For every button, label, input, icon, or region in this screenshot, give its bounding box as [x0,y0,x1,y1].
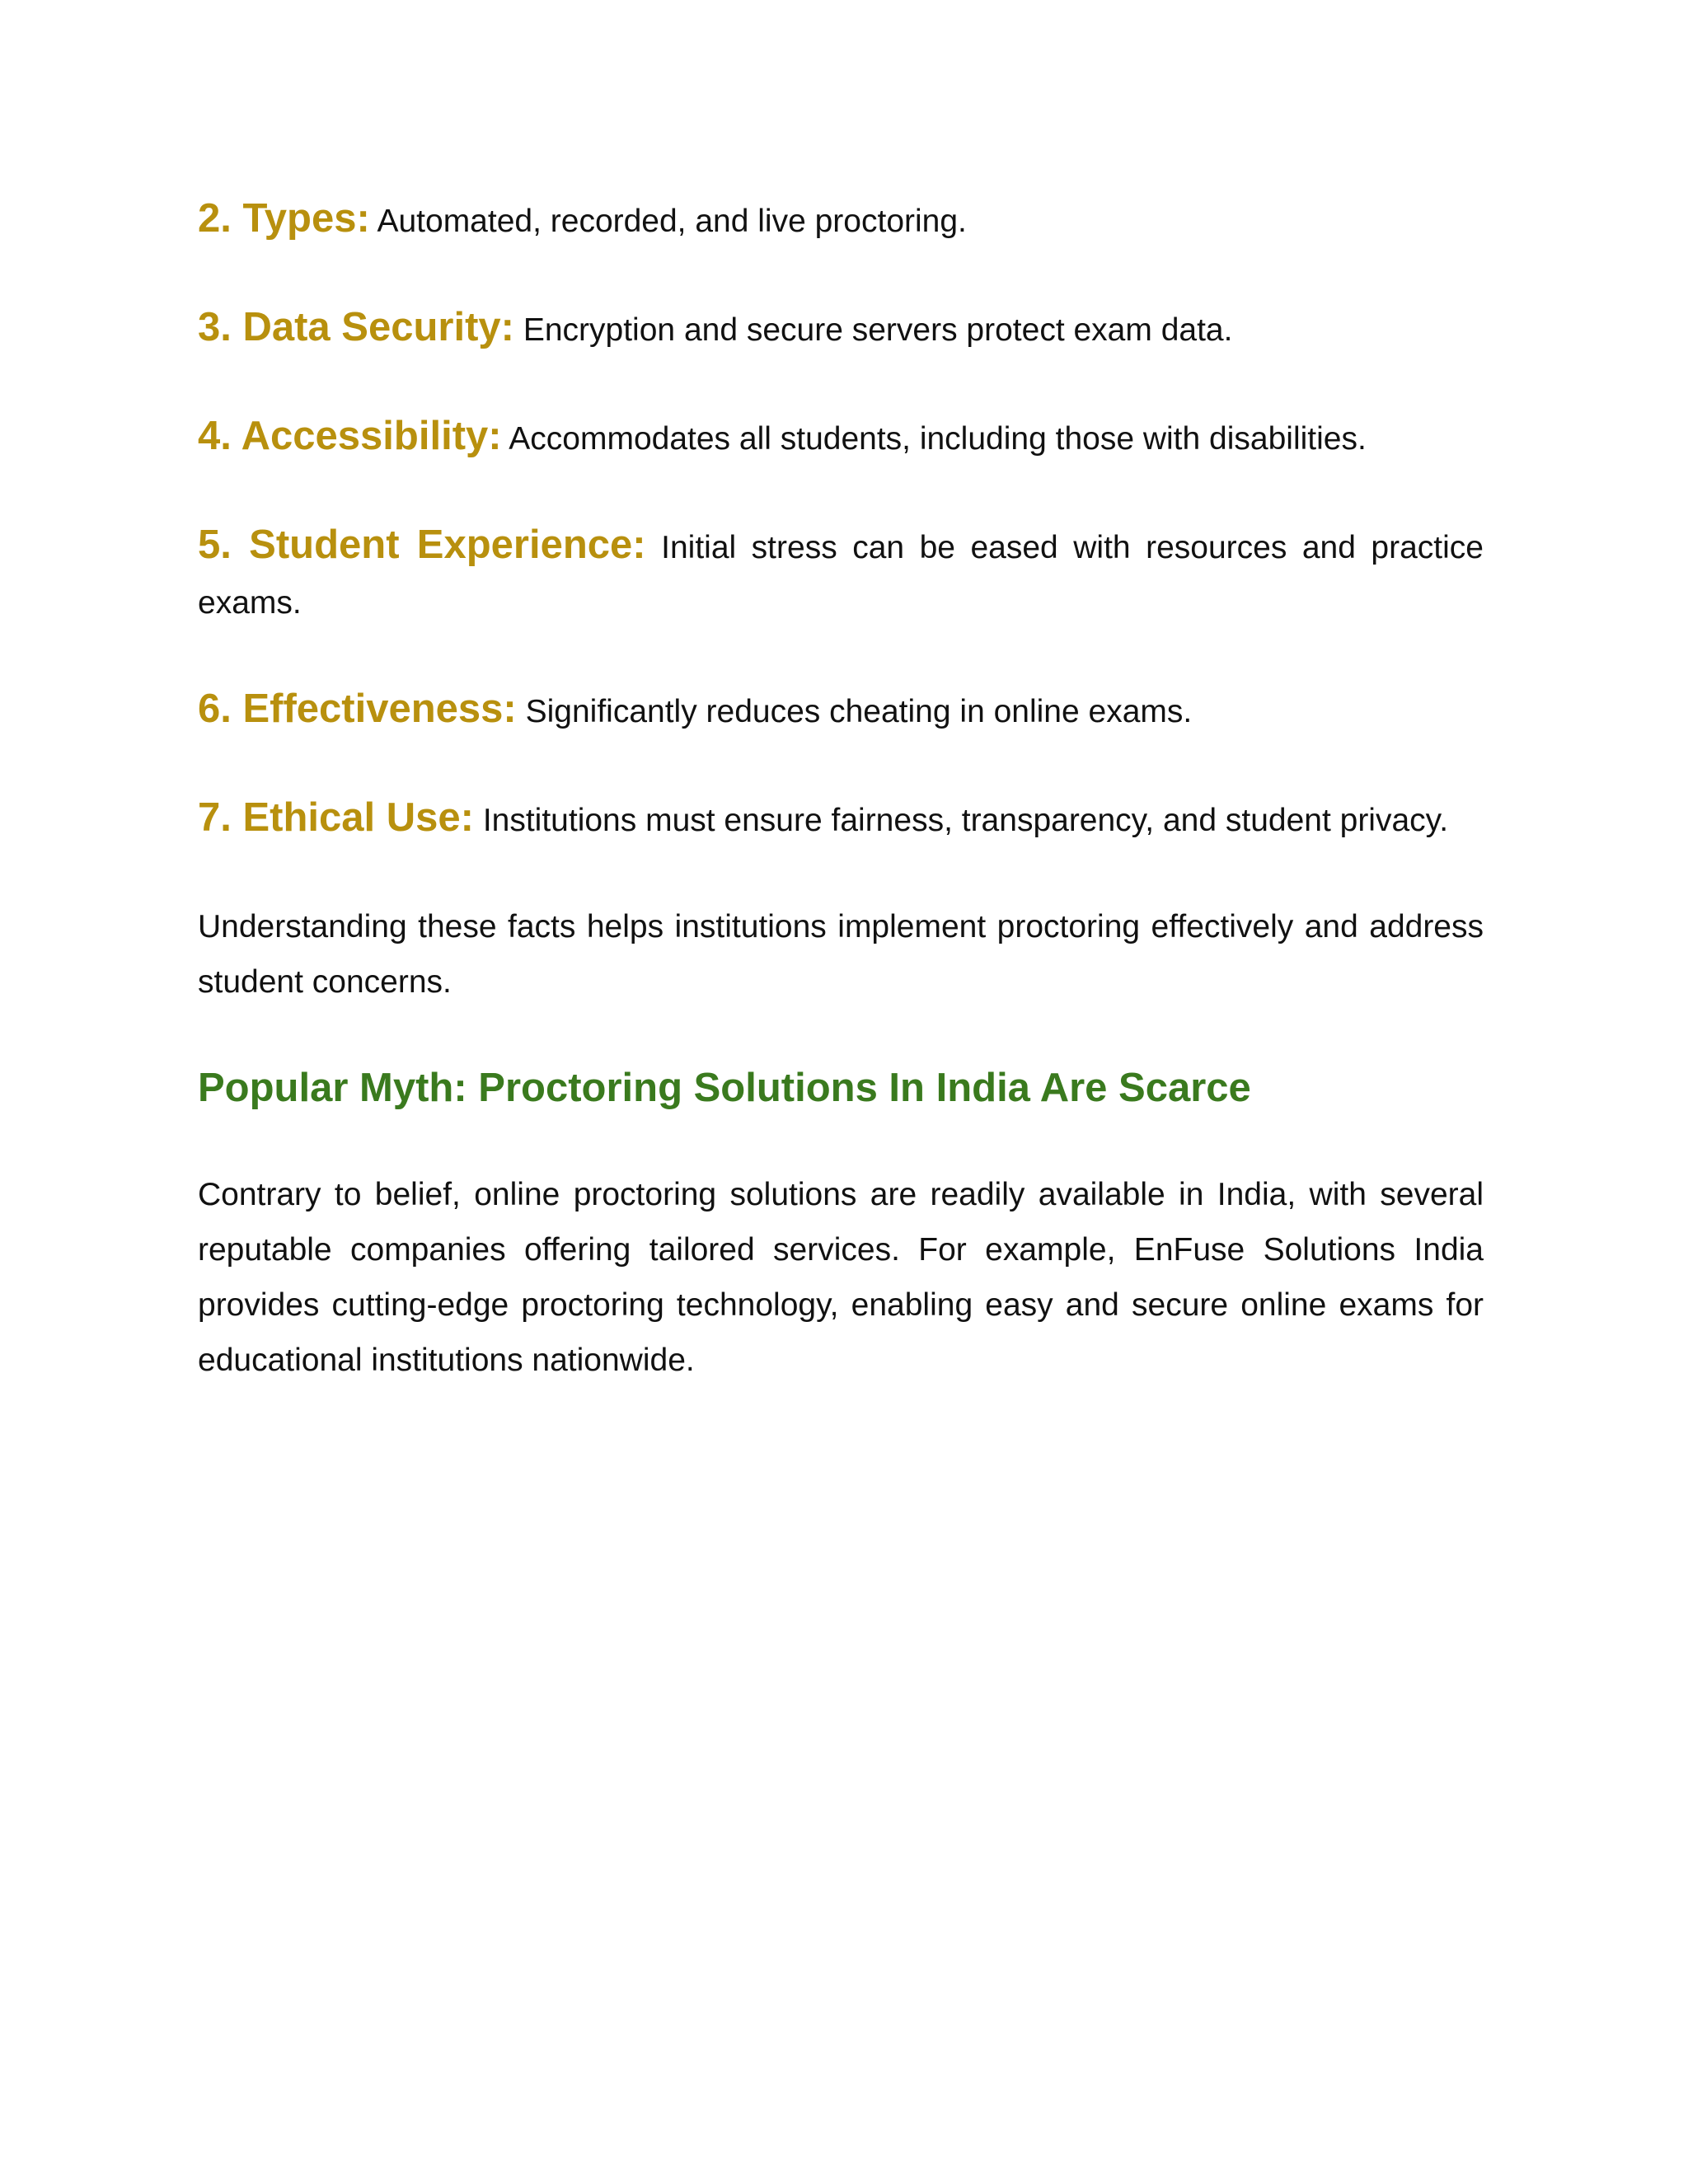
fact-effectiveness [198,682,1484,739]
fact-label: 6. Effectiveness: [198,687,517,731]
fact-text: Institutions must ensure fairness, transparency, and student privacy. [482,803,1449,838]
fact-label: 5. Student Experience: [198,523,646,567]
section-body: Contrary to belief, online proctoring solutions are readily available in India, with several reputable companies offering tailored services. For example, EnFuse Solutions India provides cutting-edge proctoring technology, enabling easy and secure online exams for educational institutions nationwide. [198,1177,1484,1378]
fact-label: 7. Ethical Use: [198,795,474,840]
fact-ethical-use [198,790,1484,848]
section-heading: Popular Myth: Proctoring Solutions In India Are Scarce [198,1066,1251,1110]
fact-types [198,191,1484,249]
fact-data-security [198,300,1484,358]
fact-label: 3. Data Security: [198,305,514,349]
document-page [198,191,1484,1439]
fact-accessibility [198,409,1484,466]
summary-paragraph: Understanding these facts helps institutions implement proctoring effectively and address student concerns. [198,909,1484,1000]
fact-label: 4. Accessibility: [198,414,502,458]
fact-text: Significantly reduces cheating in online exams. [525,694,1193,729]
fact-text: Encryption and secure servers protect exam data. [523,312,1233,348]
fact-text: Accommodates all students, including those with disabilities. [509,421,1367,457]
fact-student-experience [198,518,1484,630]
fact-text: Initial stress can be eased with resources and practice exams. [198,530,1484,621]
fact-label: 2. Types: [198,196,370,241]
fact-text: Automated, recorded, and live proctoring. [377,204,967,239]
